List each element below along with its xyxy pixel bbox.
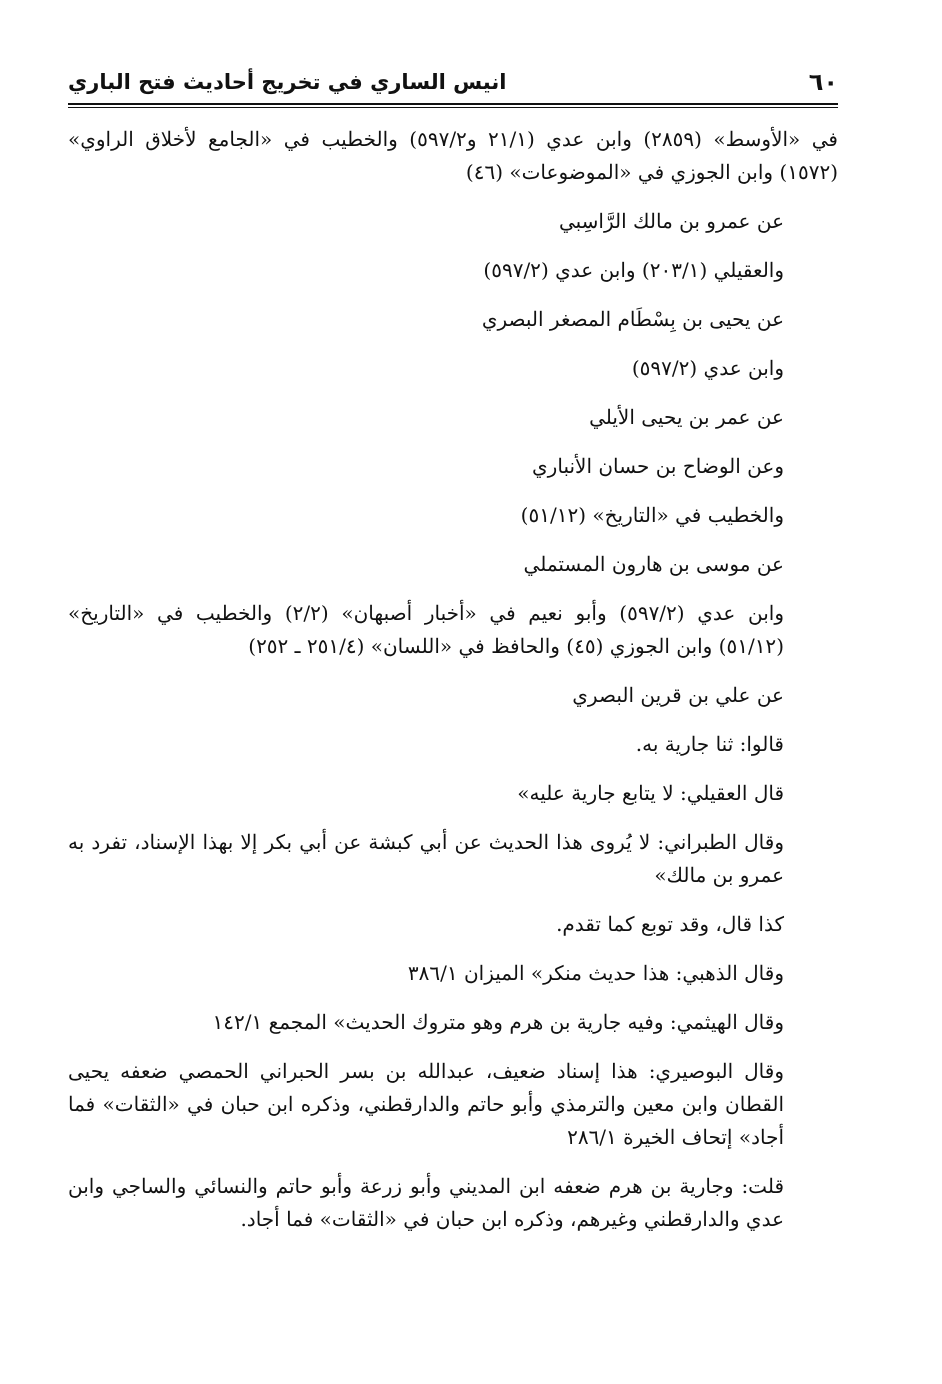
paragraph: وابن عدي (٥٩٧/٢) وأبو نعيم في «أخبار أصبهان» (٢/٢) والخطيب في «التاريخ» (٥١/١٢) وابن الجوزي (٤٥) والحافظ في «اللسان» (٢٥١/٤ ـ ٢٥٢) bbox=[68, 601, 784, 658]
paragraph: عن عمر بن يحيى الأيلي bbox=[589, 405, 784, 429]
paragraph: وابن عدي (٥٩٧/٢) bbox=[631, 356, 784, 380]
running-title: انيس الساري في تخريج أحاديث فتح الباري bbox=[68, 70, 507, 94]
paragraph: والعقيلي (٢٠٣/١) وابن عدي (٥٩٧/٢) bbox=[483, 258, 784, 282]
paragraph: عن علي بن قرين البصري bbox=[572, 683, 784, 707]
paragraph: وقال البوصيري: هذا إسناد ضعيف، عبدالله بن بسر الحبراني الحمصي ضعفه يحيى القطان وابن معين والترمذي وأبو حاتم والدارقطني، وذكره ابن حبان في «الثقات» فما أجاد» إتحاف الخيرة ٢٨٦/١ bbox=[68, 1059, 784, 1149]
paragraph: قال العقيلي: لا يتابع جارية عليه» bbox=[517, 781, 784, 805]
page-header bbox=[68, 64, 838, 100]
paragraph: والخطيب في «التاريخ» (٥١/١٢) bbox=[520, 503, 784, 527]
paragraph: كذا قال، وقد توبع كما تقدم. bbox=[556, 912, 784, 936]
paragraph: وقال الذهبي: هذا حديث منكر» الميزان ٣٨٦/١ bbox=[407, 961, 784, 985]
paragraph: وقال الهيثمي: وفيه جارية بن هرم وهو متروك الحديث» المجمع ١٤٢/١ bbox=[212, 1010, 784, 1034]
paragraph: في «الأوسط» (٢٨٥٩) وابن عدي (٢١/١ و٥٩٧/٢) والخطيب في «الجامع لأخلاق الراوي» (١٥٧٢) وابن الجوزي في «الموضوعات» (٤٦) bbox=[68, 127, 838, 184]
paragraph: وقال الطبراني: لا يُروى هذا الحديث عن أبي كبشة عن أبي بكر إلا بهذا الإسناد، تفرد به عمرو بن مالك» bbox=[68, 830, 784, 887]
paragraph: عن موسى بن هارون المستملي bbox=[523, 552, 784, 576]
paragraph: قلت: وجارية بن هرم ضعفه ابن المديني وأبو زرعة وأبو حاتم والنسائي والساجي وابن عدي والدارقطني وغيرهم، وذكره ابن حبان في «الثقات» فما أجاد. bbox=[68, 1174, 785, 1231]
body-text bbox=[68, 123, 838, 1252]
paragraph: قالوا: ثنا جارية به. bbox=[635, 732, 784, 756]
header-rule bbox=[68, 103, 838, 108]
paragraph: عن عمرو بن مالك الرَّاسِبي bbox=[558, 209, 784, 233]
paragraph: عن يحيى بن بِسْطَام المصغر البصري bbox=[481, 307, 784, 331]
paragraph: وعن الوضاح بن حسان الأنباري bbox=[532, 454, 784, 478]
page-number: ٦٠ bbox=[808, 68, 838, 96]
